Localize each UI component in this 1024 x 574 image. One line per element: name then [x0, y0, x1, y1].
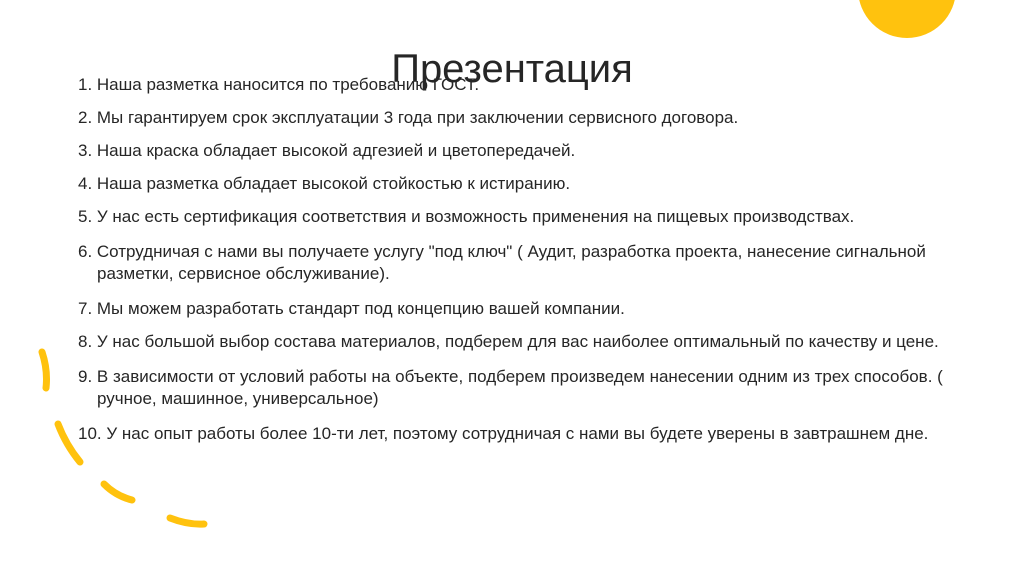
decorative-stroke [170, 518, 204, 524]
list-item: 8. У нас большой выбор состава материалов, подберем для вас наиболее оптимальный по качеству и цене. [78, 332, 939, 351]
decorative-stroke [104, 484, 132, 500]
list-item: 10. У нас опыт работы более 10-ти лет, поэтому сотрудничая с нами вы будете уверены в завтрашнем дне. [78, 424, 929, 443]
list-item: 2. Мы гарантируем срок эксплуатации 3 года при заключении сервисного договора. [78, 108, 739, 127]
list-item: 7. Мы можем разработать стандарт под концепцию вашей компании. [78, 299, 625, 318]
decorative-stroke [58, 424, 80, 462]
feature-list [78, 74, 958, 458]
list-item: 5. У нас есть сертификация соответствия и возможность применения на пищевых производствах. [78, 207, 855, 226]
list-item: 9. В зависимости от условий работы на объекте, подберем произведем нанесении одним из трех способов. ( ручное, машинное, универсальное) [78, 367, 943, 408]
list-item: 3. Наша краска обладает высокой адгезией и цветопередачей. [78, 141, 576, 160]
list-item: 1. Наша разметка наносится по требованию ГОСТ. [78, 75, 480, 94]
list-item: 6. Сотрудничая с нами вы получаете услугу "под ключ" ( Аудит, разработка проекта, нанесение сигнальной разметки, сервисное обслуживание). [78, 242, 926, 283]
slide-title: Презентация [391, 46, 633, 91]
decorative-stroke [42, 352, 47, 388]
list-item: 4. Наша разметка обладает высокой стойкостью к истиранию. [78, 174, 571, 193]
decorative-circle [858, 0, 956, 38]
